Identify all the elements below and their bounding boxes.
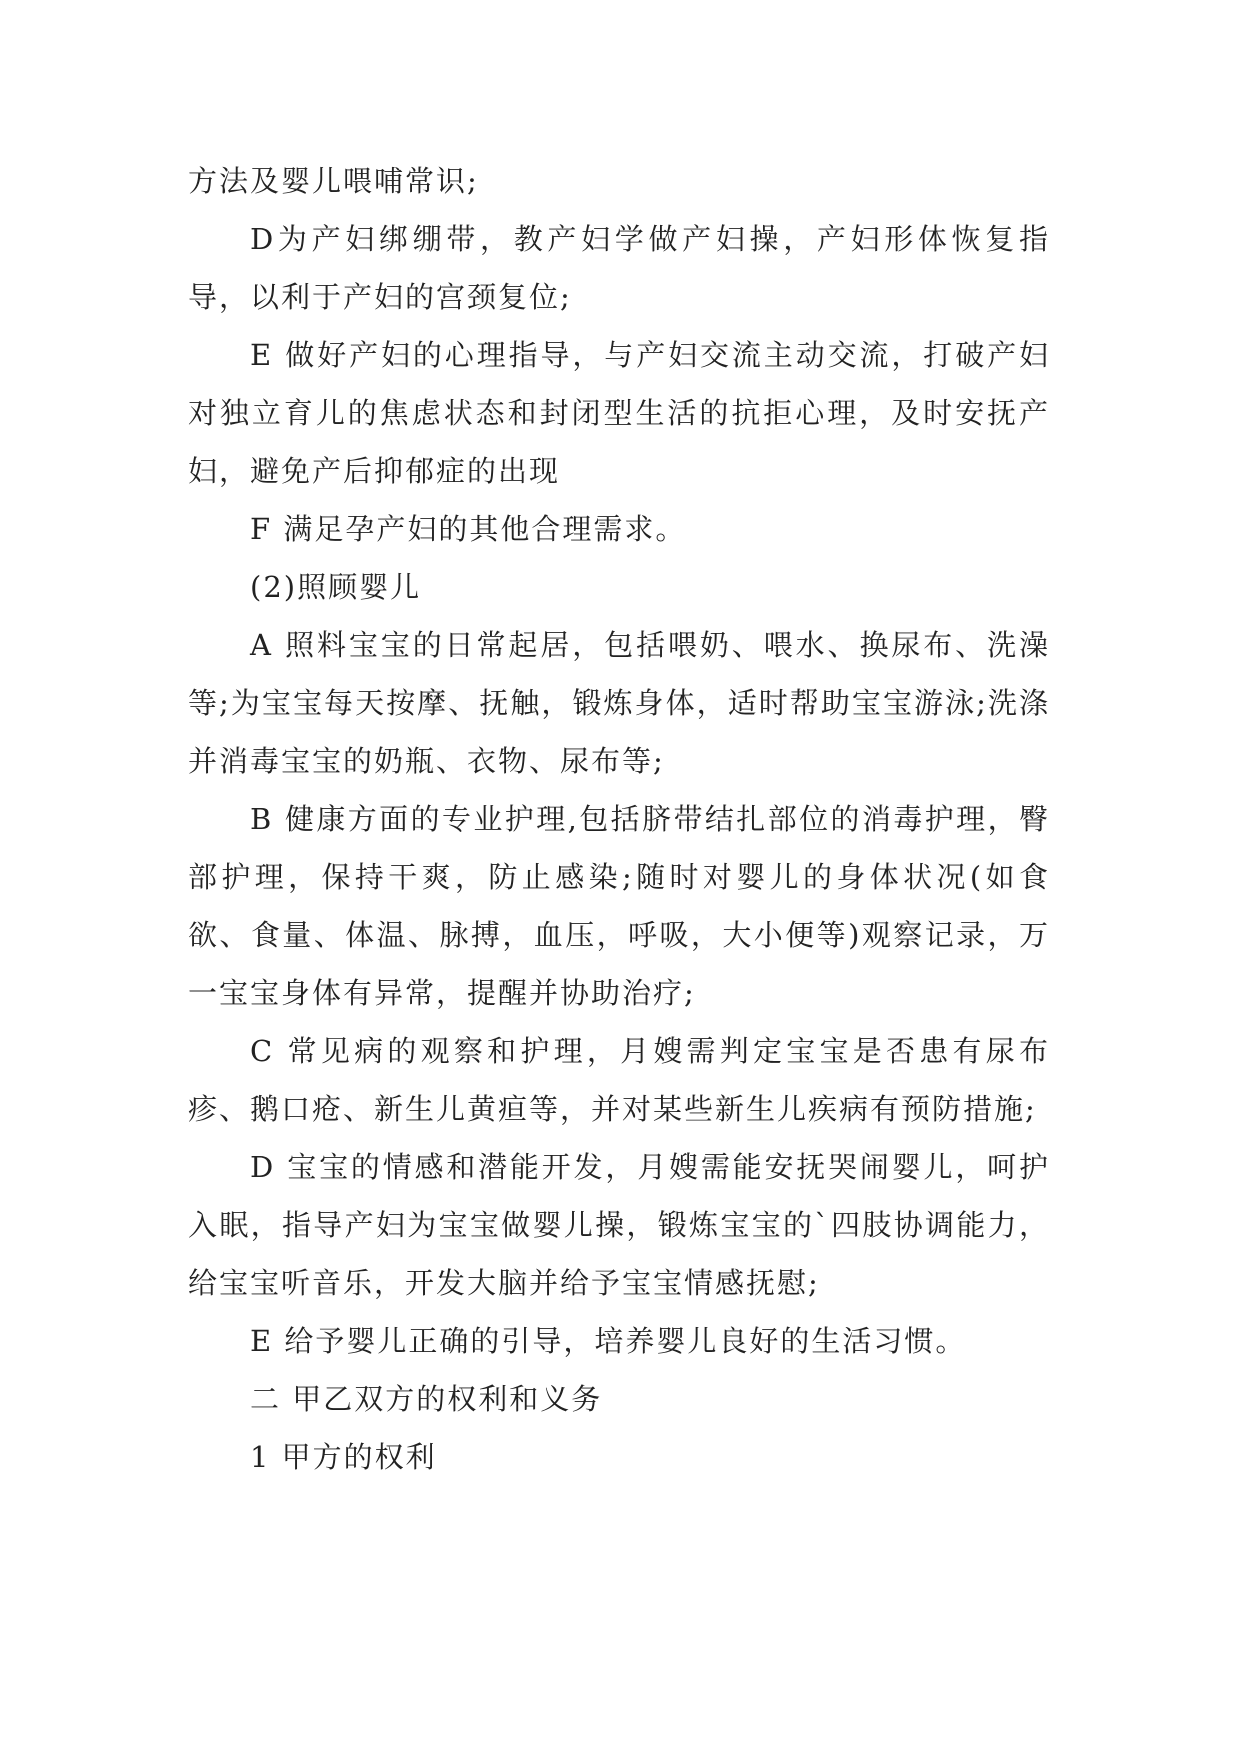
paragraph-item-c-common-illness: C 常见病的观察和护理，月嫂需判定宝宝是否患有尿布疹、鹅口疮、新生儿黄疸等，并对某些新生儿疾病有预防措施;	[188, 1034, 1050, 1126]
paragraph-item-d-emotional: D 宝宝的情感和潜能开发，月嫂需能安抚哭闹婴儿，呵护入眠，指导产妇为宝宝做婴儿操，锻炼宝宝的`四肢协调能力，给宝宝听音乐，开发大脑并给予宝宝情感抚慰;	[188, 1150, 1050, 1300]
body-text	[188, 152, 1050, 1486]
section-heading-rights-obligations: 二 甲乙双方的权利和义务	[250, 1382, 603, 1416]
subsection-heading-party-a-rights: 1 甲方的权利	[250, 1440, 437, 1474]
paragraph-item-d-postpartum: D为产妇绑绷带，教产妇学做产妇操，产妇形体恢复指导，以利于产妇的宫颈复位;	[188, 222, 1050, 314]
paragraph-item-a-daily-care: A 照料宝宝的日常起居，包括喂奶、喂水、换尿布、洗澡等;为宝宝每天按摩、抚触，锻炼身体，适时帮助宝宝游泳;洗涤并消毒宝宝的奶瓶、衣物、尿布等;	[188, 628, 1050, 778]
paragraph-continuation: 方法及婴儿喂哺常识;	[188, 164, 479, 198]
paragraph-item-e-habits: E 给予婴儿正确的引导，培养婴儿良好的生活习惯。	[250, 1324, 967, 1358]
paragraph-item-b-health-care: B 健康方面的专业护理,包括脐带结扎部位的消毒护理，臀部护理，保持干爽，防止感染;随时对婴儿的身体状况(如食欲、食量、体温、脉搏，血压，呼吸，大小便等)观察记录，万一宝宝身体有异常，提醒并协助治疗;	[188, 802, 1050, 1010]
paragraph-item-e-psychological: E 做好产妇的心理指导，与产妇交流主动交流，打破产妇对独立育儿的焦虑状态和封闭型生活的抗拒心理，及时安抚产妇，避免产后抑郁症的出现	[188, 338, 1050, 488]
section-heading-infant-care: (2)照顾婴儿	[250, 570, 422, 604]
paragraph-item-f-other-needs: F 满足孕产妇的其他合理需求。	[250, 512, 687, 546]
